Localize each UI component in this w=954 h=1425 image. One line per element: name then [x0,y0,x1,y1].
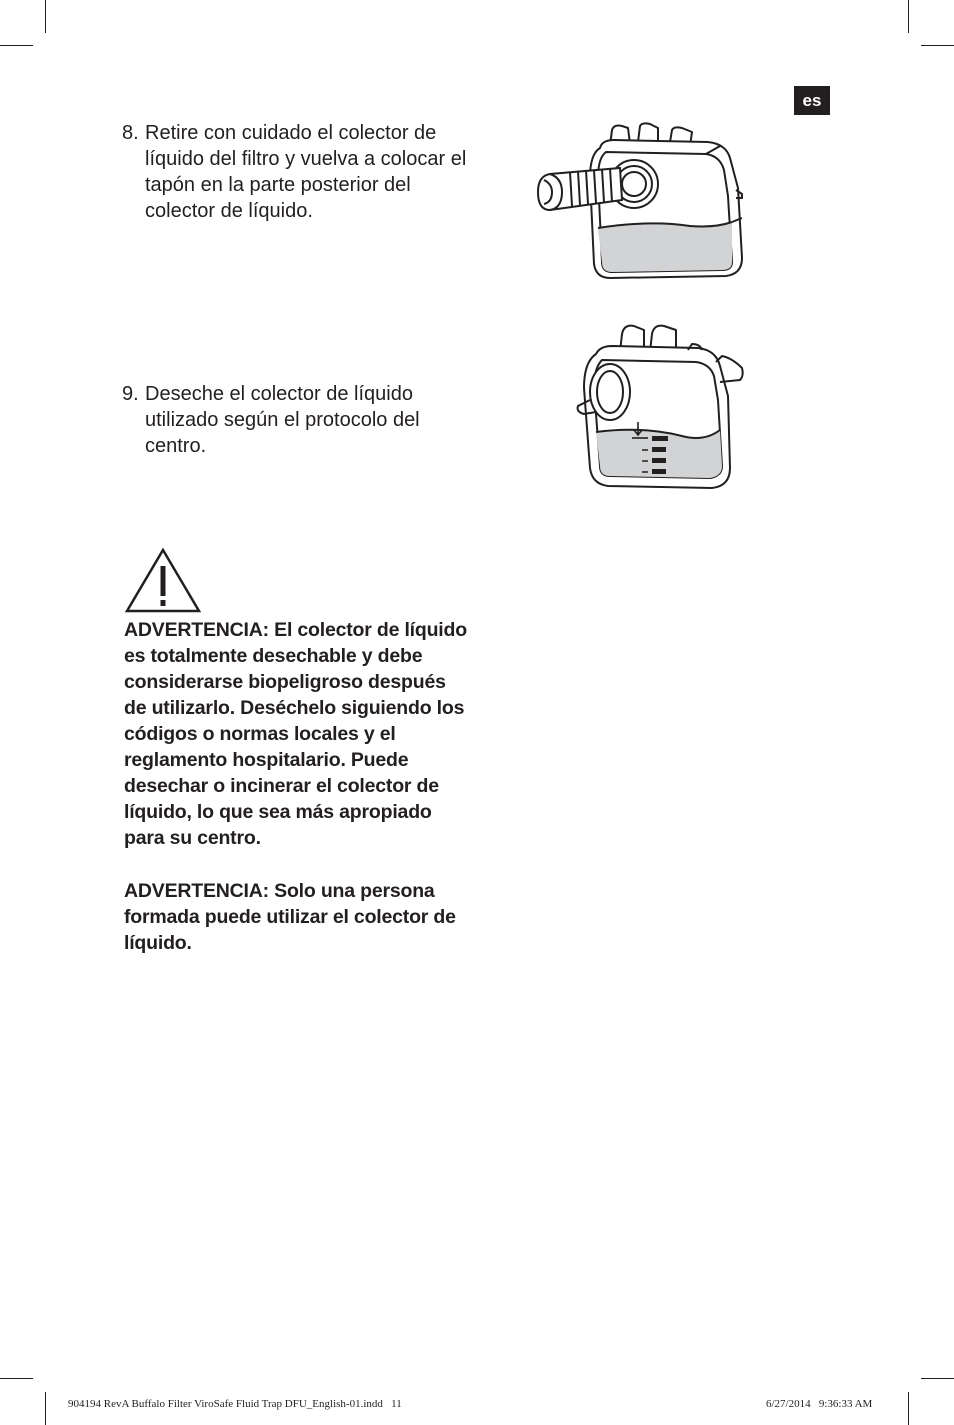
step-number: 8. [122,122,139,144]
crop-mark [908,0,909,33]
step-9 [122,381,467,459]
warning-biohazard-text: ADVERTENCIA: El colector de líquido es totalmente desechable y debe considerarse biopeligroso después de utilizarlo. Deséchelo siguiendo los códigos o normas locales y el reglamento hospitalario. Puede desechar o incinerar el colector de líquido, lo que sea más apropiado para su centro. [124,619,467,849]
crop-mark [921,45,954,46]
step-text: Retire con cuidado el colector de líquido del filtro y vuelva a colocar el tapón en la parte posterior del colector de líquido. [145,122,467,222]
crop-mark [45,0,46,33]
crop-mark [921,1378,954,1379]
step-number: 9. [122,383,139,405]
crop-mark [0,45,33,46]
warning-triangle-icon [124,546,202,614]
footer-filename: 904194 RevA Buffalo Filter ViroSafe Fluid Trap DFU_English-01.indd 11 [68,1398,402,1410]
step-text: Deseche el colector de líquido utilizado según el protocolo del centro. [145,383,420,457]
warning-trained-personnel-text: ADVERTENCIA: Solo una persona formada puede utilizar el colector de líquido. [124,880,456,954]
capped-fluid-trap-illustration [572,318,752,496]
step-8 [122,120,467,224]
crop-mark [45,1392,46,1425]
crop-mark [908,1392,909,1425]
fluid-trap-with-tube-illustration [530,118,750,283]
language-tab: es [794,86,830,115]
footer-timestamp: 6/27/2014 9:36:33 AM [766,1398,873,1410]
crop-mark [0,1378,33,1379]
